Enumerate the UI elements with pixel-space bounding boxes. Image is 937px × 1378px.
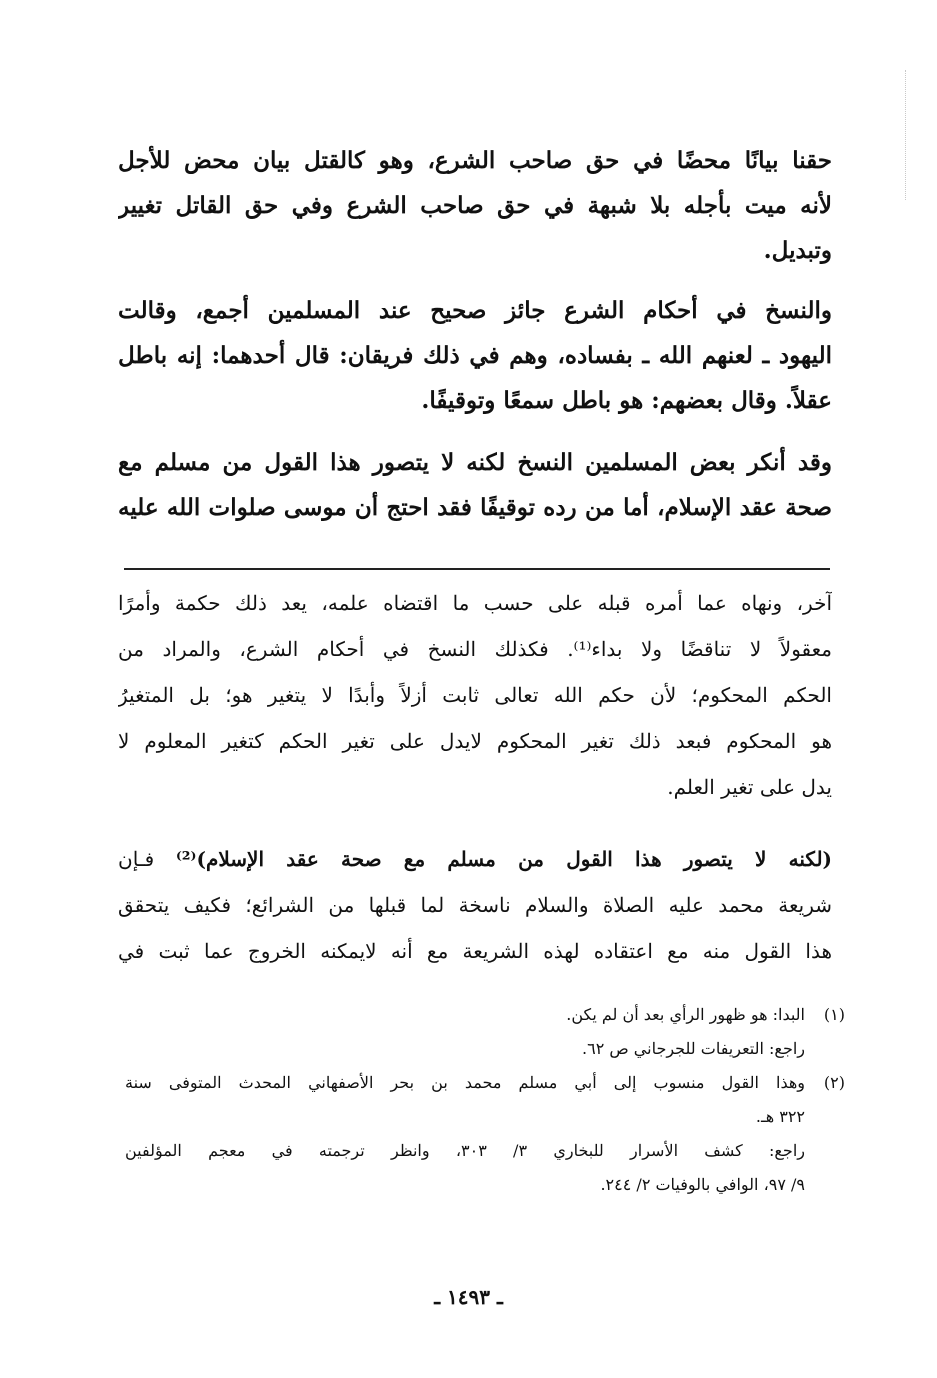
comm-p1-line-2: معقولاً لا تناقضًا ولا بداء⁽¹⁾. فكذلك النسخ في أحكام الشرع، والمراد من: [118, 637, 832, 661]
comm-p2-line-1: [118, 836, 832, 882]
footnote-1-line-2: راجع: التعريفات للجرجاني ص ٦٢.: [582, 1039, 805, 1058]
commentary-paragraph-1: [118, 580, 832, 810]
main-paragraph-2: [118, 288, 832, 423]
main-text: [118, 138, 832, 273]
comm-p2-line-3: هذا القول منه مع اعتقاده لهذه الشريعة مع أنه لايمكنه الخروج عما ثبت في: [118, 939, 832, 963]
comm-p1-line-5: يدل على تغير العلم.: [667, 775, 832, 799]
main-p2-line-1: والنسخ في أحكام الشرع جائز صحيح عند المسلمين أجمع، وقالت: [118, 297, 832, 324]
footnotes: [125, 998, 845, 1202]
comm-p1-line-4: هو المحكوم فبعد ذلك تغير المحكوم لايدل على تغير الحكم كتغير المعلوم لا: [118, 729, 832, 753]
footnote-2-line-3: راجع: كشف الأسرار للبخاري ٣/ ٣٠٣، وانظر ترجمته في معجم المؤلفين: [125, 1141, 805, 1160]
footnote-2-number: (٢): [823, 1073, 845, 1092]
comm-p2-lead-tail: فـإن: [118, 847, 155, 871]
footnote-2-line-2: ٣٢٢ هـ.: [755, 1107, 805, 1126]
main-p1-line-2: لأنه ميت بأجله بلا شبهة في حق صاحب الشرع وفي حق القاتل تغيير: [118, 192, 832, 219]
main-p2-line-2: اليهود ـ لعنهم الله ـ بفساده، وهم في ذلك فريقان: قال أحدهما: إنه باطل: [118, 342, 832, 369]
main-p1-line-1: حقنا بيانًا محضًا في حق صاحب الشرع، وهو كالقتل بيان محض للأجل: [118, 147, 832, 174]
main-p2-line-3: عقلاً. وقال بعضهم: هو باطل سمعًا وتوقيفًا.: [421, 387, 832, 414]
footnote-2-line-1: وهذا القول منسوب إلى أبي مسلم محمد بن بحر الأصفهاني المحدث المتوفى سنة: [125, 1073, 805, 1092]
comm-p1-line-3: الحكم المحكوم؛ لأن حكم الله تعالى ثابت أزلاً وأبدًا لا يتغير هو؛ بل المتغيرُ: [118, 683, 832, 707]
footnote-1-number: (١): [823, 1005, 845, 1024]
footnote-2: [125, 1066, 845, 1202]
main-paragraph-3: [118, 440, 832, 530]
quoted-matn: (لكنه لا يتصور هذا القول من مسلم مع صحة عقد الإسلام)⁽²⁾: [175, 847, 832, 871]
main-p3-line-1: وقد أنكر بعض المسلمين النسخ لكنه لا يتصور هذا القول من مسلم مع: [118, 449, 832, 476]
page-number: ـ ١٤٩٣ ـ: [434, 1285, 503, 1309]
comm-p1-line-1: آخر، ونهاه عما أمره قبله على حسب ما اقتضاه علمه، يعد ذلك حكمة وأمرًا: [118, 591, 832, 615]
scan-margin-marks: [905, 70, 926, 200]
commentary-paragraph-2: [118, 836, 832, 974]
footnote-1-line-1: البدا: هو ظهور الرأي بعد أن لم يكن.: [566, 1005, 805, 1024]
comm-p2-line-2: شريعة محمد عليه الصلاة والسلام ناسخة لما قبلها من الشرائع؛ فكيف يتحقق: [118, 893, 832, 917]
main-p3-line-2: صحة عقد الإسلام، أما من رده توقيفًا فقد احتج أن موسى صلوات الله عليه: [118, 494, 832, 521]
footnote-2-line-4: ٩/ ٩٧، الوافي بالوفيات ٢/ ٢٤٤.: [600, 1175, 805, 1194]
footnote-1: [125, 998, 845, 1066]
main-p1-line-3: وتبديل.: [763, 237, 832, 264]
separator-rule: [124, 568, 830, 570]
